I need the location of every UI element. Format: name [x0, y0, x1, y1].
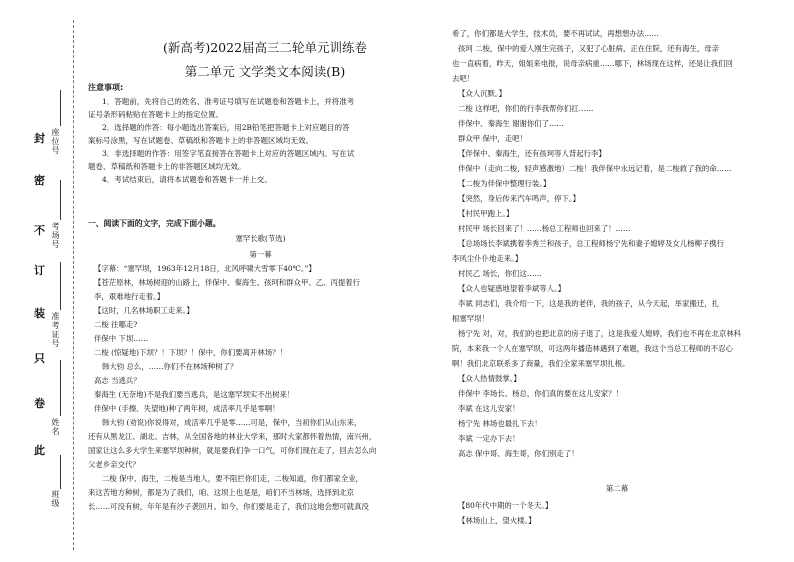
exam-room-label: 考场号 [51, 222, 60, 249]
text-line: 【突然，身后传来汽车鸣声，停下。】 [458, 194, 580, 203]
note-line: 案标号涂黑，写在试题卷、草稿纸和答题卡上的非答题区域均无效。 [88, 136, 313, 145]
seat-number-label: 座位号 [51, 128, 60, 155]
text-line: 国家让这么多大学生来塞罕坝种树，就是要我们争一口气，可你们现在走了，回去怎么向 [88, 446, 377, 455]
play-title: 塞罕长歌(节选) [235, 234, 286, 243]
text-line: 伴保中（走向二梭，轻声感激地）二梭！我伴保中永远记着，是二梭救了我的命…… [458, 164, 732, 173]
binding-line [73, 20, 74, 550]
section-heading: 一、阅读下面的文字，完成下面小题。 [88, 219, 221, 228]
text-line: 二梭 这样吧，你们的行李我帮你们扛…… [458, 104, 594, 113]
name-label: 姓名 [51, 418, 60, 436]
notes-heading: 注意事项: [88, 83, 124, 92]
binding-char: 不 [34, 224, 45, 237]
text-line: 希了，你们都是大学生，技术员，要不再试试，再想想办法…… [452, 29, 659, 38]
text-line: 【字幕：“塞罕坝，1963年12月18日，北风呼啸大雪零下40℃。”】 [94, 264, 316, 273]
text-line: 李斌 同志们，我介绍一下，这是我的老伴，我的孩子，从今天起，举家搬迁，扎 [458, 299, 720, 308]
text-line: 【80年代中期的一个冬天。】 [458, 501, 553, 510]
note-line: 2．选择题的作答：每小题选出答案后，用2B铅笔把答题卡上对应题目的答 [102, 123, 350, 132]
text-line: 杨宁先 对，对，我们的也把北京的房子退了，这是我爱人媳婷，我们也不再在北京林科 [458, 329, 742, 338]
note-line: 题卷、草稿纸和答题卡上的非答题区域均无效。 [88, 162, 246, 171]
text-line: 院，本来我一个人在塞罕坝，可这两年播造林遇到了难题，我这个当总工程师的不忍心 [452, 344, 733, 353]
text-line: 【众人热情鼓掌。】 [458, 374, 521, 383]
text-line: 杨宁先 林场也最扎下去！ [458, 419, 542, 428]
text-line: 根塞罕坝！ [452, 314, 489, 323]
text-line: 秦海生 (无奈地)不是我们要当逃兵，是这塞罕坝实不出树来！ [94, 390, 295, 399]
act-one-title: 第一幕 [249, 250, 272, 259]
text-line: 伴保中、秦海生 谢谢你们了…… [458, 119, 564, 128]
text-line: 父老乡亲交代？ [88, 460, 140, 469]
note-line: 3．非选择题的作答：用签字笔直接答在答题卡上对应的答题区域内。写在试 [102, 149, 355, 158]
text-line: 群众甲 保中，走吧！ [458, 134, 527, 143]
text-line: 【苍茫原林，林场树迎的山路上，伴保中、秦海生、孩珂和群众甲、乙、丙提着行 [94, 278, 361, 287]
name-field[interactable] [60, 360, 61, 416]
text-line: 村民甲 场长回来了！……杨总工程师也回来了！…… [458, 224, 631, 233]
text-line: 去吧！ [452, 74, 475, 83]
exam-room-field[interactable] [60, 180, 61, 220]
right-column-text [452, 28, 790, 558]
text-line: 高志 当逃兵？ [94, 376, 141, 385]
page-subtitle: 第二单元 文学类文本阅读(B) [184, 64, 346, 79]
text-line: 伴保中 下坝…… [94, 334, 149, 343]
text-line: 韩大钧 总么，……你们不在林场种树了？ [102, 362, 238, 371]
text-line: 村民乙 场长，你们这…… [458, 269, 542, 278]
text-line: 韩大钧 (劝说)你说得对，成活率几乎是零……可是，保中，当初你们从山东来， [102, 418, 362, 427]
text-line: 【这时，几名林场职工走来。】 [94, 306, 194, 315]
text-line: 啊！我们北京联系多了商量，我们全家来塞罕坝扎根。 [452, 359, 630, 368]
text-line: 二梭 (惊疑地)下坝？！下坝？！保中，你们要离开林场？！ [94, 348, 287, 357]
seat-number-field[interactable] [60, 90, 61, 126]
text-line: 也一直病着，昨天，姐姐来电报，说母亲病重……哪下，林场现在这样，还是让我们回 [452, 59, 733, 68]
text-line: 李斌 在这儿安家！ [458, 404, 520, 413]
binding-char: 卷 [34, 397, 45, 410]
binding-char: 只 [34, 352, 45, 365]
text-line: 李，艰难地行走着。】 [94, 292, 165, 301]
text-line: 【伴保中、秦海生，还有孩珂等人背起行李】 [458, 149, 606, 158]
text-line: 来这苦地方种树，都是为了我们，咱、这坝上也是是，咱们不当林场，选择到北京 [88, 488, 355, 497]
left-column-text [88, 263, 433, 533]
note-line: 证号条形码粘贴在答题卡上的指定位置。 [88, 110, 223, 119]
admission-number-field[interactable] [60, 262, 61, 310]
text-line: 【众人沉默。】 [458, 89, 507, 98]
text-line: 孩珂 二梭，保中的爱人刚生完孩子，又犯了心脏病，正在住院，还有海生，母亲 [458, 44, 720, 53]
text-line: 【总场场长李斌携着李秀兰和孩子，总工程师杨宁先和妻子媳婷及女儿杨柳子携行 [458, 239, 725, 248]
text-line: 二梭 往哪走? [94, 320, 138, 329]
text-line: 还有从黑龙江、湖北、吉林，从全国各地的林业大学来，那时大家都怀着热情，南兴州， [88, 432, 377, 441]
text-line: 【村民甲跑上。】 [458, 209, 514, 218]
class-label: 班级 [51, 490, 60, 508]
binding-char: 订 [34, 264, 45, 277]
act-two-title: 第二幕 [605, 484, 629, 493]
text-line: 李风尘仆仆地走来。】 [452, 254, 523, 263]
class-field[interactable] [60, 455, 61, 489]
text-line: 长……可没有树，年年是有沙子袭回月。如今，你们要是走了，我们这地会想可就真没 [88, 502, 369, 511]
text-line: 高志 保中哥、海生哥，你们别走了！ [458, 449, 579, 458]
note-line: 1．答题前，先将自己的姓名、准考证号填写在试题卷和答题卡上，并将准考 [102, 97, 355, 106]
text-line: 李斌 一定办下去！ [458, 434, 520, 443]
note-line: 4．考试结束后，请将本试题卷和答题卡一并上交。 [102, 175, 272, 184]
binding-char: 装 [34, 307, 45, 320]
text-line: 【林场山上，望火楼。】 [458, 516, 536, 525]
text-line: 二梭 保中、海生，二梭是当地人，要不阻拦你们走，二梭知道，你们都家全业， [102, 474, 364, 483]
binding-char: 封 [34, 132, 45, 145]
admission-number-label: 准考证号 [51, 312, 60, 348]
binding-char: 此 [34, 444, 45, 457]
text-line: 【众人也疑惑地望着李斌等人。】 [458, 284, 566, 293]
text-line: 伴保中 (手擦、失望地)种了两年树，成活率几乎是零啊！ [94, 404, 280, 413]
text-line: 伴保中 李场长、杨总，你们真的要在这儿安家？！ [458, 389, 623, 398]
notes-list [88, 95, 433, 186]
page-title: (新高考)2022届高三二轮单元训练卷 [162, 40, 368, 55]
binding-char: 密 [34, 174, 45, 187]
text-line: 【二梭为伴保中整理行装。】 [458, 179, 551, 188]
